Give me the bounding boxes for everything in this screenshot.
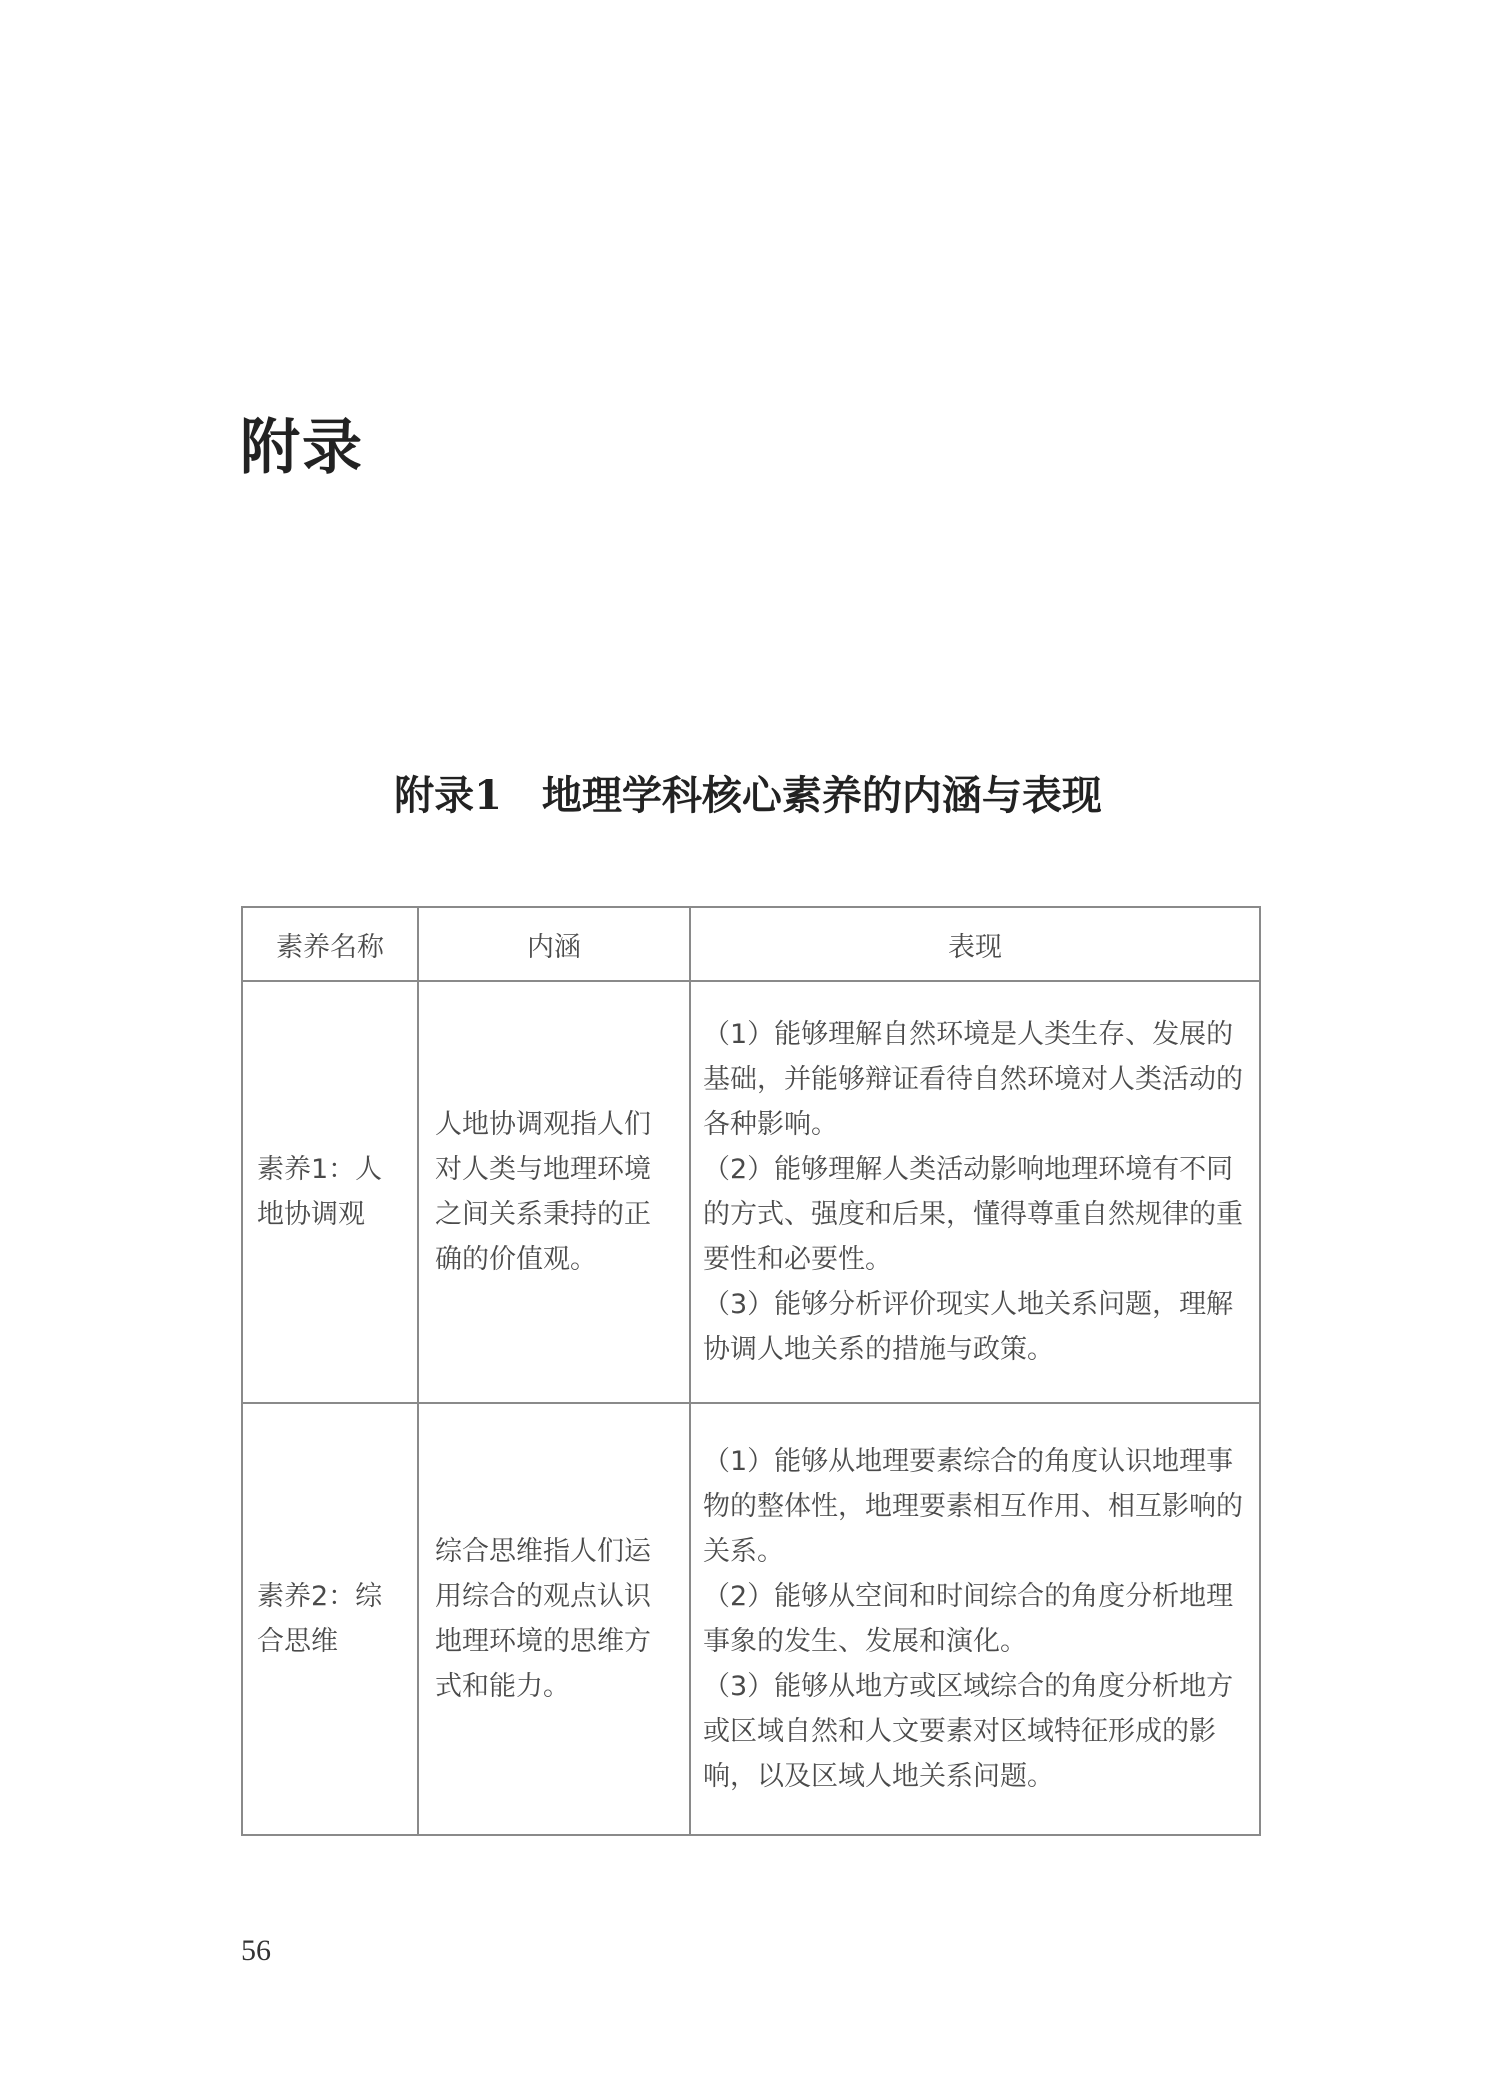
performance-item: （3）能够分析评价现实人地关系问题，理解协调人地关系的措施与政策。: [703, 1289, 1234, 1365]
appendix-number: 附录1: [394, 772, 502, 819]
core-literacy-table: [241, 906, 1261, 1836]
header-performance: 表现: [690, 907, 1260, 981]
literacy-meaning: 综合思维指人们运用综合的观点认识地理环境的思维方式和能力。: [418, 1403, 690, 1835]
page-number: 56: [241, 1934, 271, 1967]
literacy-performance: [690, 981, 1260, 1403]
performance-item: （3）能够从地方或区域综合的角度分析地方或区域自然和人文要素对区域特征形成的影响，以及区域人地关系问题。: [703, 1671, 1234, 1792]
performance-item: （1）能够从地理要素综合的角度认识地理事物的整体性，地理要素相互作用、相互影响的关系。: [703, 1446, 1243, 1567]
appendix-title: [0, 772, 1496, 819]
performance-item: （1）能够理解自然环境是人类生存、发展的基础，并能够辩证看待自然环境对人类活动的各种影响。: [703, 1019, 1243, 1140]
literacy-performance: [690, 1403, 1260, 1835]
literacy-meaning: 人地协调观指人们对人类与地理环境之间关系秉持的正确的价值观。: [418, 981, 690, 1403]
section-heading: 附录: [240, 413, 364, 483]
header-meaning: 内涵: [418, 907, 690, 981]
header-name: 素养名称: [242, 907, 418, 981]
performance-item: （2）能够理解人类活动影响地理环境有不同的方式、强度和后果，懂得尊重自然规律的重要性和必要性。: [703, 1154, 1243, 1275]
performance-item: （2）能够从空间和时间综合的角度分析地理事象的发生、发展和演化。: [703, 1581, 1234, 1657]
table-header-row: [242, 907, 1260, 981]
table-row: [242, 981, 1260, 1403]
literacy-name: 素养2：综合思维: [242, 1403, 418, 1835]
appendix-title-text: 地理学科核心素养的内涵与表现: [541, 772, 1102, 819]
literacy-name: 素养1：人地协调观: [242, 981, 418, 1403]
table-row: [242, 1403, 1260, 1835]
